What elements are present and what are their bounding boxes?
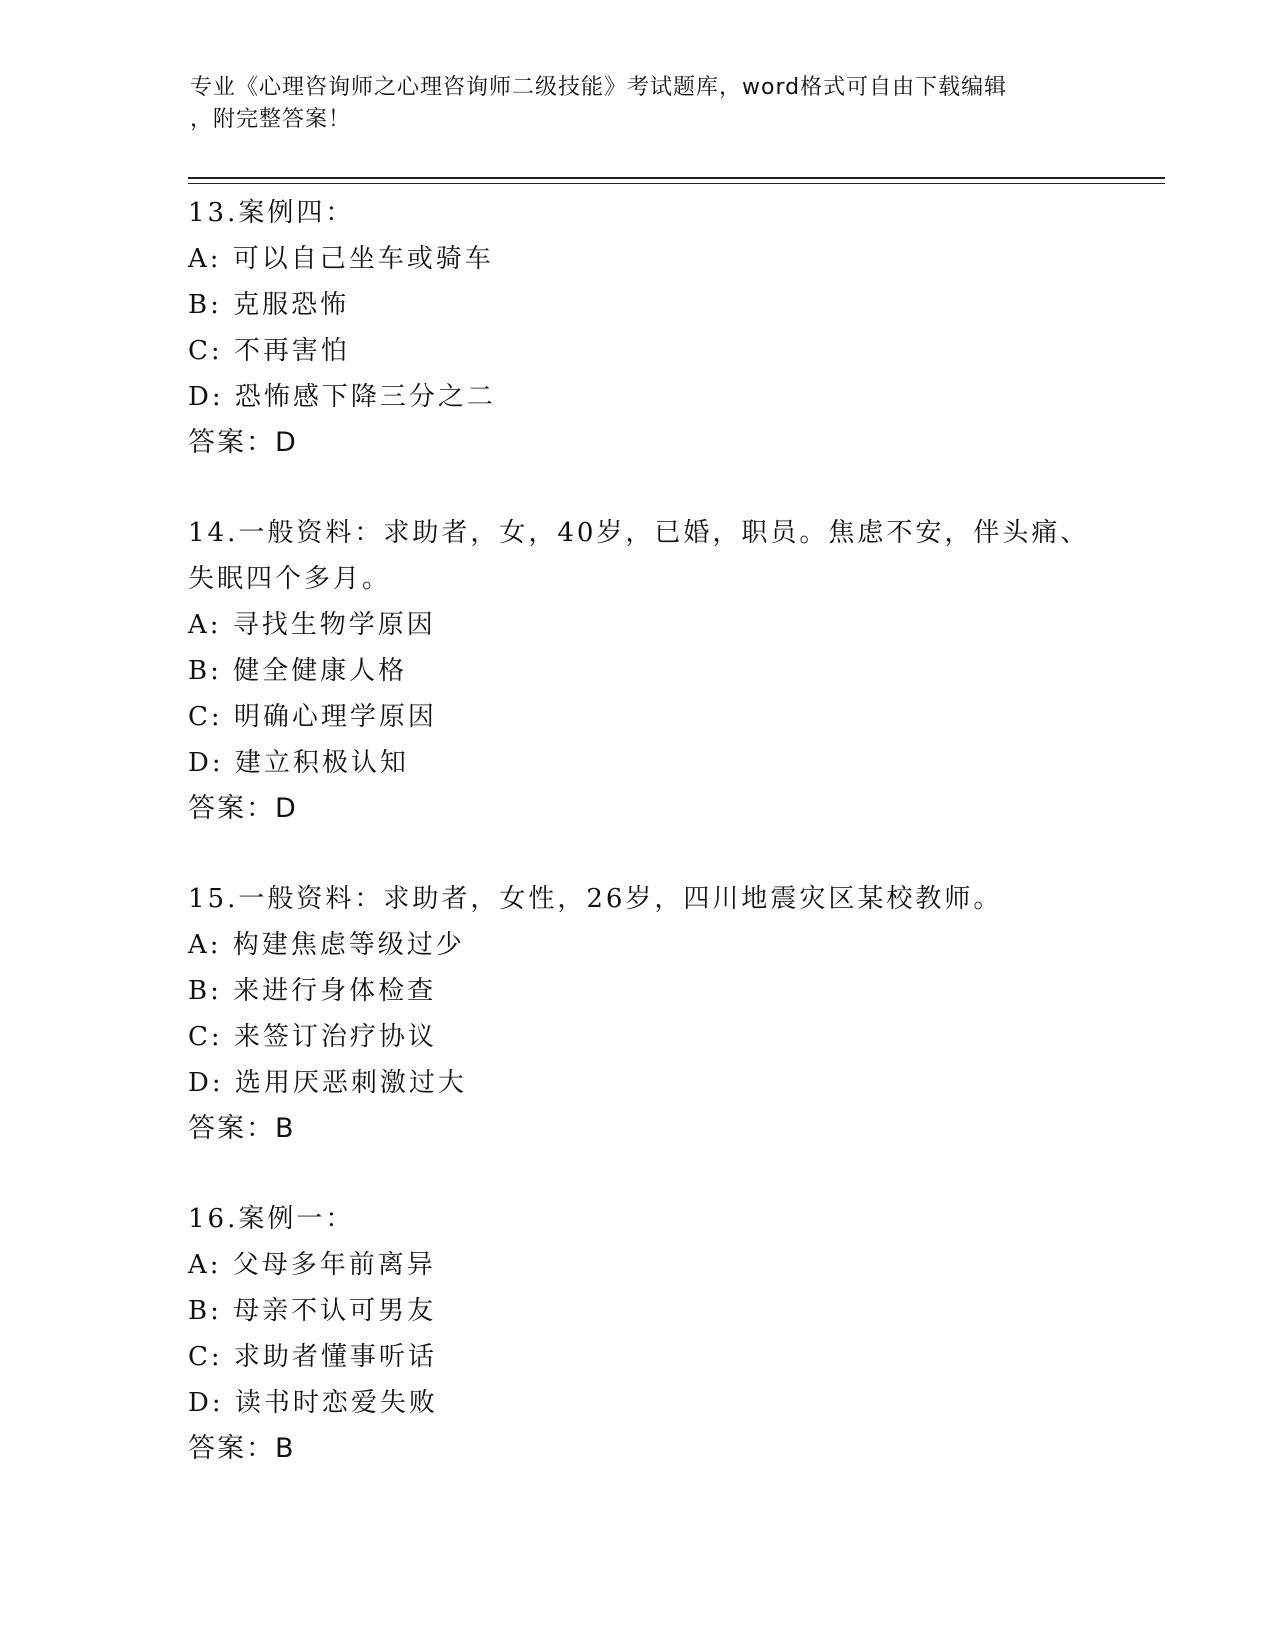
- option-c: C: 不再害怕: [188, 336, 350, 366]
- answer-line: 答案：D: [188, 427, 298, 458]
- option-c: C: 来签订治疗协议: [188, 1022, 437, 1052]
- option-b: B: 来进行身体检查: [188, 976, 437, 1006]
- option-a: A: 构建焦虑等级过少: [188, 930, 465, 960]
- question-stem: [188, 510, 1168, 602]
- option-c: C: 求助者懂事听话: [188, 1342, 437, 1372]
- question-14: [188, 510, 1168, 832]
- question-stem-line: 15.一般资料：求助者，女性，26岁，四川地震灾区某校教师。: [188, 884, 1003, 914]
- option-a: A: 寻找生物学原因: [188, 610, 436, 640]
- option-d: D: 读书时恋爱失败: [188, 1388, 438, 1418]
- option-a: A: 可以自己坐车或骑车: [188, 244, 494, 274]
- answer-line: 答案：B: [188, 1113, 296, 1144]
- question-stem-line: 14.一般资料：求助者，女，40岁，已婚，职员。焦虑不安，伴头痛、: [188, 518, 1090, 548]
- header-divider-thin: [188, 183, 1165, 184]
- option-d: D: 建立积极认知: [188, 748, 409, 778]
- document-header: [190, 72, 1090, 136]
- option-d: D: 恐怖感下降三分之二: [188, 382, 496, 412]
- header-title-line-2: ，附完整答案！: [190, 107, 352, 132]
- header-divider-thick: [188, 177, 1165, 179]
- question-stem-line: 13.案例四：: [188, 198, 355, 228]
- question-16: [188, 1196, 1168, 1472]
- answer-line: 答案：B: [188, 1433, 296, 1464]
- answer-line: 答案：D: [188, 793, 298, 824]
- option-b: B: 克服恐怖: [188, 290, 350, 320]
- option-d: D: 选用厌恶刺激过大: [188, 1068, 467, 1098]
- question-13: [188, 190, 1168, 466]
- question-stem: [188, 1196, 1168, 1242]
- question-stem-line: 16.案例一：: [188, 1204, 355, 1234]
- header-title-line-1: 专业《心理咨询师之心理咨询师二级技能》考试题库，word格式可自由下载编辑: [190, 75, 1008, 100]
- question-list: [188, 190, 1168, 1516]
- option-b: B: 母亲不认可男友: [188, 1296, 437, 1326]
- question-stem-line: 失眠四个多月。: [188, 564, 392, 594]
- question-15: [188, 876, 1168, 1152]
- option-b: B: 健全健康人格: [188, 656, 408, 686]
- question-stem: [188, 190, 1168, 236]
- option-a: A: 父母多年前离异: [188, 1250, 436, 1280]
- option-c: C: 明确心理学原因: [188, 702, 437, 732]
- question-stem: [188, 876, 1168, 922]
